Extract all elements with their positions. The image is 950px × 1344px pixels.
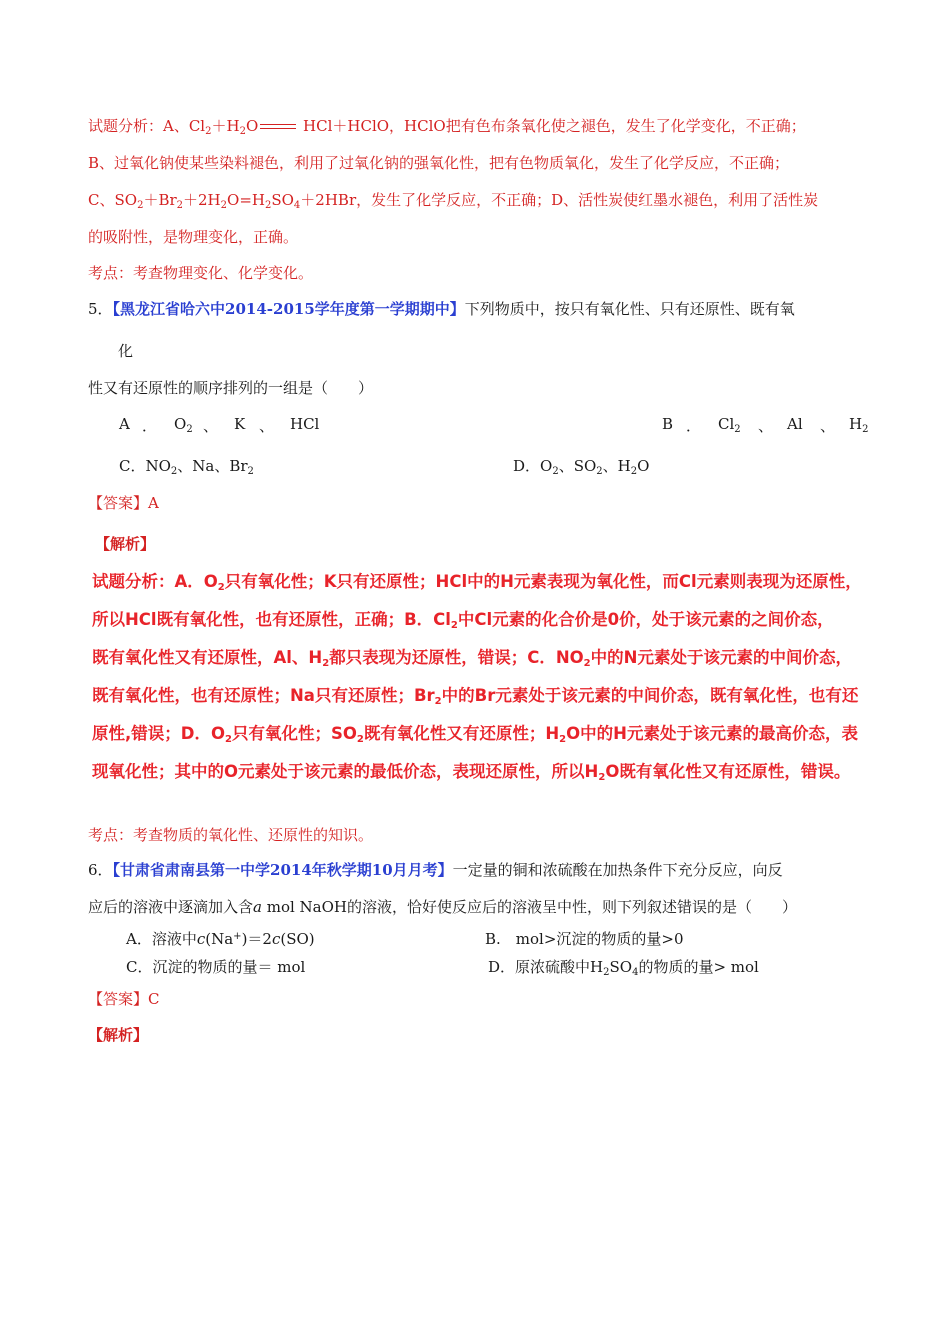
q4-analysis-line1: 试题分析：A、$Cl_2+H_2O$ HCl＋HClO，HClO把有色布条氧化使之褪色，发生了化学变化，不正确； bbox=[88, 117, 806, 137]
q5-stem-line3: 性又有还原性的顺序排列的一组是（ ） bbox=[88, 379, 374, 397]
q6-option-b: B. mol>沉淀的物质的量>0 bbox=[485, 930, 684, 948]
q5-option-d: D．$O_2$、$SO_2$、$H_2O$ bbox=[513, 457, 650, 477]
q5-analysis-line4: 既有氧化性，也有还原性；Na只有还原性；$Br_2$中的Br元素处于该元素的中间价态，既有氧化性，也有还 bbox=[92, 686, 859, 707]
q5-analysis-line6: 现氧化性；其中的O元素处于该元素的最低价态，表现还原性，所以$H_2O$既有氧化性又有还原性，错误。 bbox=[92, 762, 851, 783]
q4-analysis-line2: B、过氧化钠使某些染料褪色，利用了过氧化钠的强氧化性，把有色物质氧化，发生了化学反应，不正确； bbox=[88, 154, 790, 172]
q6-option-c: C．沉淀的物质的量＝ mol bbox=[126, 958, 306, 976]
reversible-arrow-icon bbox=[260, 123, 296, 131]
q6-option-d: D．原浓硫酸中$H_2SO_4$的物质的量> mol bbox=[488, 958, 759, 978]
q5-answer: 【答案】A bbox=[88, 494, 159, 512]
question-number: 5． bbox=[88, 300, 113, 318]
q6-jiexi-label: 【解析】 bbox=[88, 1026, 149, 1044]
q6-stem-line2: 应后的溶液中逐滴加入含a mol NaOH的溶液，恰好使反应后的溶液呈中性，则下列叙述错误的是（ ） bbox=[88, 898, 798, 916]
q5-analysis-line3: 既有氧化性又有还原性，Al、$H_2$都只表现为还原性，错误；C．$NO_2$中的N元素处于该元素的中间价态， bbox=[92, 648, 852, 669]
q4-kaodian: 考点：考查物理变化、化学变化。 bbox=[88, 264, 314, 282]
q5-jiexi-label: 【解析】 bbox=[95, 535, 156, 553]
question-source: 【甘肃省肃南县第一中学2014年秋学期10月月考】 bbox=[112, 861, 453, 879]
q4-analysis-line3: C、$SO_2+Br_2+2H_2O=H_2SO_4+2HBr$，发生了化学反应，不正确；D、活性炭使红墨水褪色，利用了活性炭 bbox=[88, 191, 819, 211]
q5-stem-line2: 化 bbox=[118, 342, 134, 360]
q5-option-c: C．$NO_2$、Na、$Br_2$ bbox=[119, 457, 254, 477]
q5-analysis-block bbox=[92, 563, 882, 791]
q5-kaodian: 考点：考查物质的氧化性、还原性的知识。 bbox=[88, 826, 374, 844]
q4-analysis-line4: 的吸附性，是物理变化，正确。 bbox=[88, 228, 299, 246]
q6-option-a: A．溶液中c(Na+)＝2c(SO) bbox=[126, 930, 315, 948]
q5-analysis-line2: 所以HCl既有氧化性，也有还原性，正确；B．$Cl_2$中Cl元素的化合价是0价，处于该元素的之间价态， bbox=[92, 610, 834, 631]
question-number: 6． bbox=[88, 861, 113, 879]
q6-answer: 【答案】C bbox=[88, 990, 160, 1008]
q6-stem-line1: 6．【甘肃省肃南县第一中学2014年秋学期10月月考】一定量的铜和浓硫酸在加热条件下充分反应，向反 bbox=[88, 861, 783, 879]
q5-analysis-line5: 原性,错误；D．$O_2$只有氧化性；$SO_2$既有氧化性又有还原性；$H_2O$中的H元素处于该元素的最高价态，表 bbox=[92, 724, 858, 745]
question-source: 【黑龙江省哈六中2014-2015学年度第一学期期中】 bbox=[112, 300, 465, 318]
q5-analysis-line1: 试题分析：A．$O_2$只有氧化性；K只有还原性；HCl中的H元素表现为氧化性，而Cl元素则表现为还原性， bbox=[92, 572, 862, 593]
q5-stem-line1: 5．【黑龙江省哈六中2014-2015学年度第一学期期中】下列物质中，按只有氧化性、只有还原性、既有氧 bbox=[88, 300, 795, 318]
